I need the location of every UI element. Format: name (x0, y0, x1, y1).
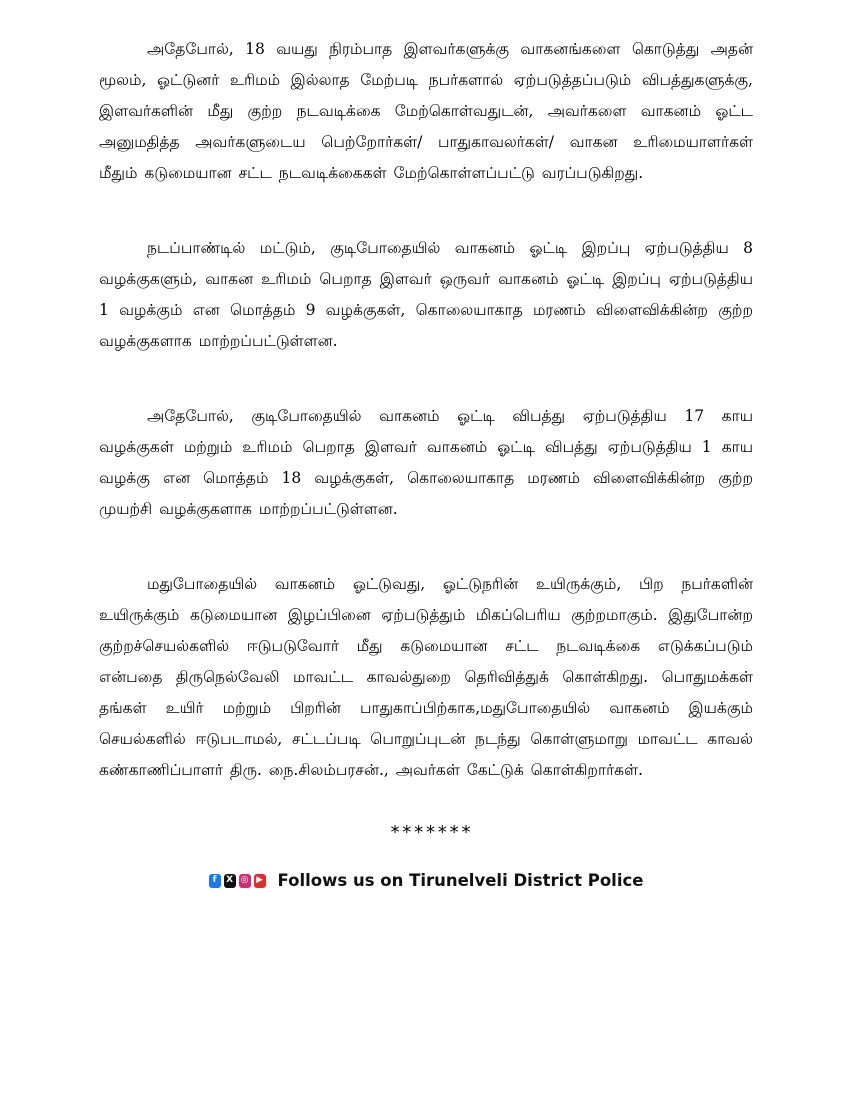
press-release-body (99, 34, 753, 890)
follow-us-text: Follows us on Tirunelveli District Police (277, 871, 644, 890)
paragraph-public-appeal: மதுபோதையில் வாகனம் ஓட்டுவது, ஓட்டுநரின் உயிருக்கும், பிற நபர்களின் உயிருக்கும் கடுமையான இழப்பினை ஏற்படுத்தும் மிகப்பெரிய குற்றமாகும். இதுபோன்ற குற்றச்செயல்களில் ஈடுபடுவோர் மீது கடுமையான சட்ட நடவடிக்கை எடுக்கப்படும் என்பதை திருநெல்வேலி மாவட்ட காவல்துறை தெரிவித்துக் கொள்கிறது. பொதுமக்கள் தங்கள் உயிர் மற்றும் பிறரின் பாதுகாப்பிற்காக,மதுபோதையில் வாகனம் இயக்கும் செயல்களில் ஈடுபடாமல், சட்டப்படி பொறுப்புடன் நடந்து கொள்ளுமாறு மாவட்ட காவல் கண்காணிப்பாளர் திரு. நை.சிலம்பரசன்., அவர்கள் கேட்டுக் கொள்கிறார்கள். (99, 575, 753, 779)
separator: ******* (389, 822, 473, 843)
paragraph-fatal-cases: நடப்பாண்டில் மட்டும், குடிபோதையில் வாகனம் ஓட்டி இறப்பு ஏற்படுத்திய 8 வழக்குகளும், வாகன உரிமம் பெறாத இளவர் ஒருவர் வாகனம் ஓட்டி இறப்பு ஏற்படுத்திய 1 வழக்கும் என மொத்தம் 9 வழக்குகள், கொலையாகாத மரணம் விளைவிக்கின்ற குற்ற வழக்குகளாக மாற்றப்பட்டுள்ளன. (99, 239, 753, 350)
footer (99, 871, 753, 890)
paragraph-injury-cases: அதேபோல், குடிபோதையில் வாகனம் ஓட்டி விபத்து ஏற்படுத்திய 17 காய வழக்குகள் மற்றும் உரிமம் பெறாத இளவர் வாகனம் ஓட்டி விபத்து ஏற்படுத்திய 1 காய வழக்கு என மொத்தம் 18 வழக்குகள், கொலையாகாத மரணம் விளைவிக்கின்ற குற்ற முயற்சி வழக்குகளாக மாற்றப்பட்டுள்ளன. (99, 407, 753, 518)
social-icons (209, 874, 266, 888)
youtube-icon[interactable]: ▶ (254, 874, 266, 888)
paragraph-minors-driving: அதேபோல், 18 வயது நிரம்பாத இளவர்களுக்கு வாகனங்களை கொடுத்து அதன் மூலம், ஓட்டுனர் உரிமம் இல்லாத மேற்படி நபர்களால் ஏற்படுத்தப்படும் விபத்துகளுக்கு, இளவர்களின் மீது குற்ற நடவடிக்கை மேற்கொள்வதுடன், அவர்களை வாகனம் ஓட்ட அனுமதித்த அவர்களுடைய பெற்றோர்கள்/ பாதுகாவலர்கள்/ வாகன உரிமையாளர்கள் மீதும் கடுமையான சட்ட நடவடிக்கைகள் மேற்கொள்ளப்பட்டு வரப்படுகிறது. (99, 40, 753, 182)
x-icon[interactable]: X (224, 874, 236, 888)
instagram-icon[interactable]: ◎ (239, 874, 251, 888)
facebook-icon[interactable]: f (209, 874, 221, 888)
